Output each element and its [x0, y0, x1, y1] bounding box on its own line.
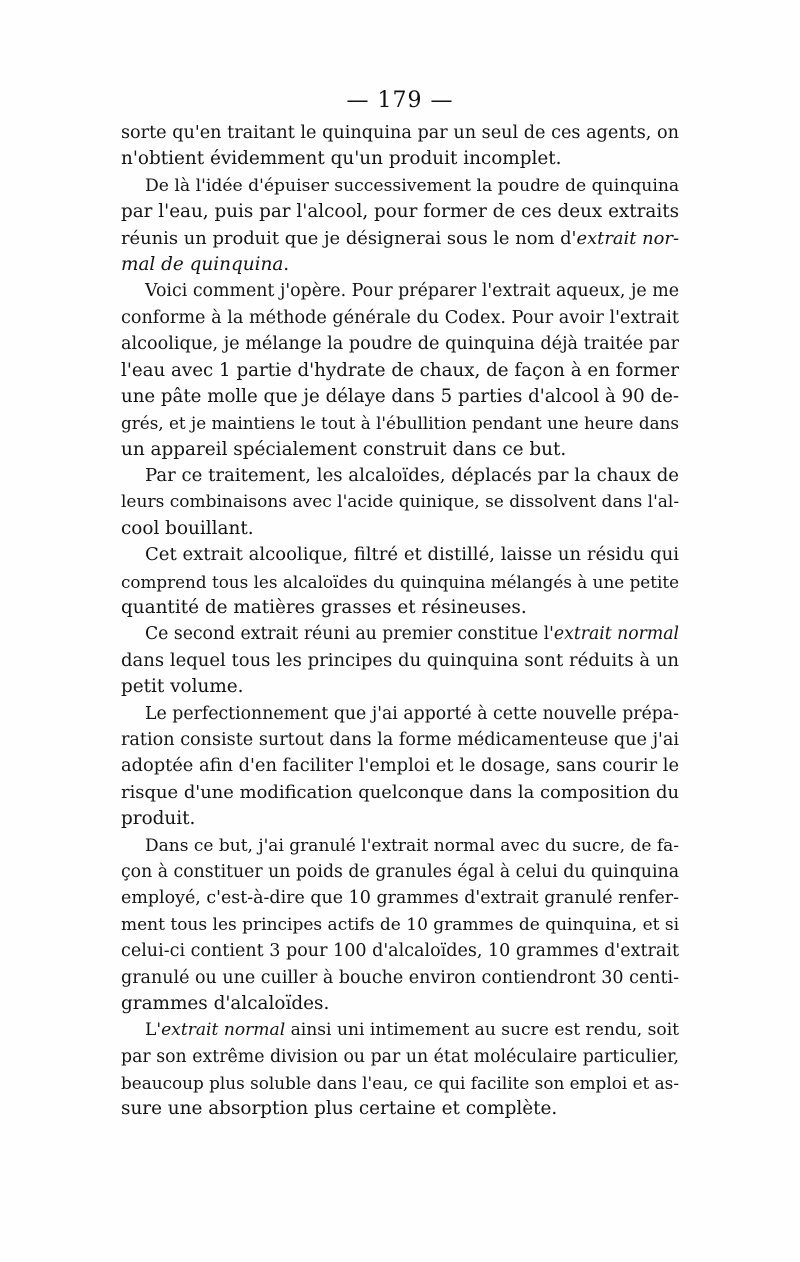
text-line — [121, 358, 679, 384]
text-segment: produit. — [121, 808, 196, 830]
text-segment: sure une absorption plus certaine et complète. — [121, 1098, 558, 1120]
text-line — [121, 542, 679, 568]
italic-text: extrait nor- — [576, 227, 679, 249]
text-line — [121, 701, 679, 727]
text-line — [121, 252, 679, 278]
text-segment: . — [283, 253, 290, 275]
text-segment: leurs combinaisons avec l'acide quinique, se dissolvent dans l'al- — [121, 492, 679, 513]
text-segment: cool bouillant. — [121, 517, 254, 539]
text-line — [121, 859, 679, 885]
text-line — [121, 912, 679, 938]
text-segment: l'eau avec 1 partie d'hydrate de chaux, de façon à en former — [121, 359, 679, 381]
text-line — [121, 965, 679, 991]
text-line — [121, 331, 679, 357]
text-segment: çon à constituer un poids de granules égal à celui du quinquina — [121, 861, 679, 882]
body-text — [121, 120, 679, 1123]
text-line — [121, 120, 679, 146]
text-segment: Voici comment j'opère. Pour préparer l'extrait aqueux, je me — [145, 281, 679, 302]
text-line — [121, 569, 679, 595]
text-segment: grés, et je maintiens le tout à l'ébullition pendant une heure dans — [121, 413, 679, 434]
text-line — [121, 278, 679, 304]
text-line — [121, 146, 679, 172]
text-segment: celui-ci contient 3 pour 100 d'alcaloïdes, 10 grammes d'extrait — [121, 941, 679, 962]
text-line — [121, 305, 679, 331]
text-line — [121, 885, 679, 911]
italic-text: extrait normal — [161, 1020, 286, 1041]
text-segment: dans lequel tous les principes du quinquina sont réduits à un — [121, 649, 679, 671]
text-segment: risque d'une modification quelconque dans la composition du — [121, 781, 679, 803]
text-segment: réunis un produit que je désignerai sous le nom d' — [121, 227, 577, 249]
text-segment: Ce second extrait réuni au premier constitue l' — [145, 624, 554, 645]
text-segment: ration consiste surtout dans la forme médicamenteuse que j'ai — [121, 729, 679, 750]
text-segment: n'obtient évidemment qu'un produit incomplet. — [121, 148, 562, 170]
text-line — [121, 1044, 679, 1070]
text-line — [121, 727, 679, 753]
text-line — [121, 753, 679, 779]
text-line — [121, 780, 679, 806]
text-line — [121, 1096, 679, 1122]
text-line — [121, 199, 679, 225]
text-line — [121, 1070, 679, 1096]
text-line — [121, 384, 679, 410]
text-line — [121, 621, 679, 647]
text-segment: Par ce traitement, les alcaloïdes, déplacés par la chaux de — [145, 465, 679, 487]
text-line — [121, 1017, 679, 1043]
text-line — [121, 991, 679, 1017]
text-line — [121, 516, 679, 542]
text-segment: Le perfectionnement que j'ai apporté à cette nouvelle prépa- — [145, 703, 679, 724]
text-segment: sorte qu'en traitant le quinquina par un seul de ces agents, on — [121, 123, 679, 143]
text-segment: comprend tous les alcaloïdes du quinquina mélangés à une petite — [121, 571, 679, 592]
text-line — [121, 806, 679, 832]
italic-text: mal de quinquina — [121, 253, 284, 275]
text-segment: granulé ou une cuiller à bouche environ contiendront 30 centi- — [121, 967, 679, 988]
text-line — [121, 648, 679, 674]
text-segment: ment tous les principes actifs de 10 grammes de quinquina, et si — [121, 914, 679, 935]
text-segment: L' — [145, 1020, 162, 1041]
text-segment: ainsi uni intimement au sucre est rendu, soit — [285, 1020, 679, 1041]
text-line — [121, 410, 679, 436]
text-segment: Dans ce but, j'ai granulé l'extrait normal avec du sucre, de fa- — [145, 835, 679, 856]
text-segment: adoptée afin d'en faciliter l'emploi et le dosage, sans courir le — [121, 755, 679, 777]
italic-text: extrait normal — [553, 624, 679, 645]
page-number: — 179 — — [346, 88, 454, 113]
text-segment: quantité de matières grasses et résineuses. — [121, 597, 527, 619]
text-segment: employé, c'est-à-dire que 10 grammes d'extrait granulé renfer- — [121, 888, 679, 909]
text-segment: alcoolique, je mélange la poudre de quinquina déjà traitée par — [121, 334, 679, 355]
text-segment: grammes d'alcaloïdes. — [121, 992, 330, 1014]
text-segment: De là l'idée d'épuiser successivement la poudre de quinquina — [145, 175, 679, 196]
text-segment: une pâte molle que je délaye dans 5 parties d'alcool à 90 de- — [121, 385, 679, 407]
text-line — [121, 463, 679, 489]
text-segment: Cet extrait alcoolique, filtré et distillé, laisse un résidu qui — [145, 544, 679, 566]
text-segment: par son extrême division ou par un état moléculaire particulier, — [121, 1046, 679, 1067]
text-segment: par l'eau, puis par l'alcool, pour former de ces deux extraits — [121, 201, 679, 223]
text-line — [121, 674, 679, 700]
text-line — [121, 173, 679, 199]
text-line — [121, 226, 679, 252]
text-segment: conforme à la méthode générale du Codex. Pour avoir l'extrait — [121, 307, 679, 328]
text-line — [121, 595, 679, 621]
text-segment: petit volume. — [121, 676, 244, 698]
text-line — [121, 833, 679, 859]
text-segment: un appareil spécialement construit dans ce but. — [121, 438, 567, 460]
text-line — [121, 938, 679, 964]
text-line — [121, 437, 679, 463]
text-segment: beaucoup plus soluble dans l'eau, ce qui facilite son emploi et as- — [121, 1073, 679, 1094]
text-line — [121, 489, 679, 515]
